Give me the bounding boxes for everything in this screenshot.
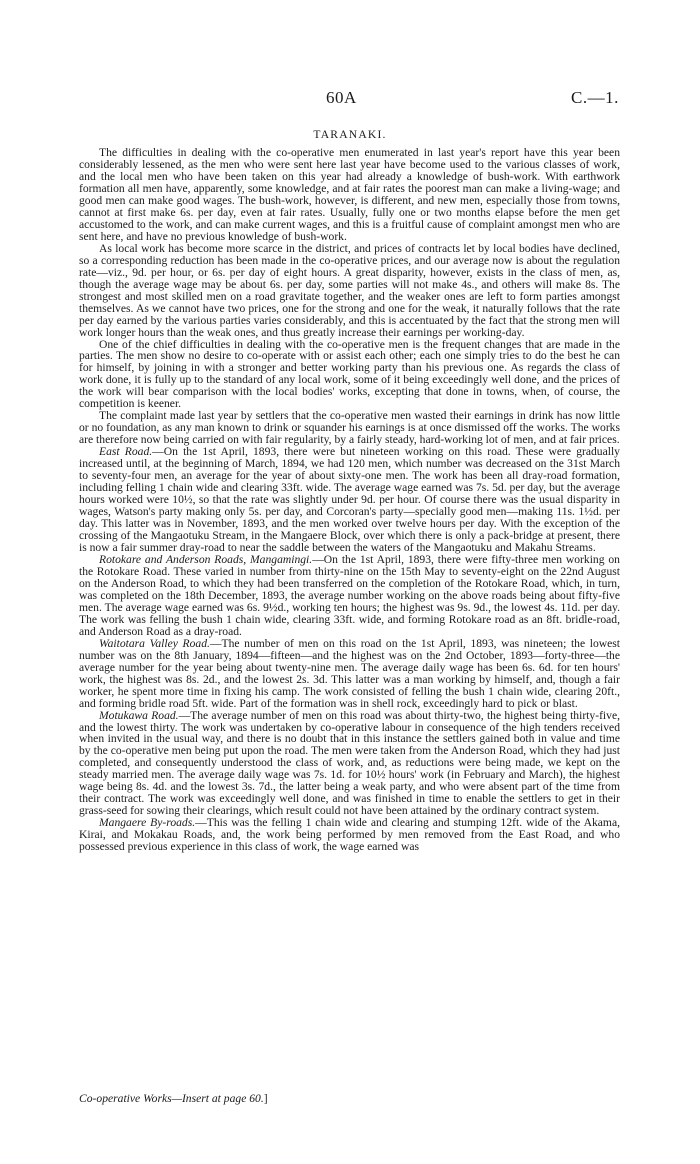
paragraph-heading: Waitotara Valley Road. [99,636,210,650]
paragraph-heading: Mangaere By-roads. [99,816,196,830]
paragraph-motukawa: Motukawa Road.—The average number of men on this road was about thirty-two, the highest being thirty-five, and the lowest thirty. The work was undertaken by co-operative labour in consequence of the high tenders received when invited in the usual way, and there is no doubt that in this instance the settlers gained both in value and time by the co-operative men being put upon the road. The men were taken from the Anderson Road, which they had just completed, and consequently understood the class of work, and, as reductions were being made, we kept on the steady married men. The average daily wage was 7s. 1d. for 10½ hours' work (in February and March), the highest wage being 8s. 4d. and the lowest 3s. 7d., the latter being a weak party, and who were absent part of the time from their contract. The work was exceedingly well done, and was finished in time to enable the settlers to get in their grass-seed for sowing their clearings, which result could not have been attained by the ordinary contract system. [79,708,620,818]
footer-note: Co-operative Works—Insert at page 60.] [79,1092,268,1105]
page-number: 60A [326,88,357,107]
report-body [79,147,620,853]
paragraph-heading: Rotokare and Anderson Roads, Mangamingi. [99,552,313,566]
paragraph-waitotara-valley: Waitotara Valley Road.—The number of men on this road on the 1st April, 1893, was nineteen; the lowest number was on the 8th January, 1894—fifteen—and the highest was on the 2nd October, 1893—forty-three—the average number for the year being about twenty-nine men. The average daily wage has been 6s. 6d. for ten hours' work, the highest was 8s. 2d., and the lowest 2s. 3d. This latter was a man working by himself, and, though a fair worker, he spent more time in fixing his camp. The work consisted of felling the bush 1 chain wide, clearing 20ft., and forming bridle road 5ft. wide. Part of the formation was in shell rock, exceedingly hard to pick or blast. [79,636,621,710]
paragraph: As local work has become more scarce in the district, and prices of contracts let by local bodies have declined, so a corresponding reduction has been made in the co-operative prices, and our average now is about the regulation rate—viz., 9d. per hour, or 6s. per day of eight hours. A great disparity, however, exists in the class of men, as, though the average wage may be about 6s. per day, some parties will not make 4s., and others will make 8s. The strongest and most skilled men on a road gravitate together, and the weaker ones are left to form parties amongst themselves. As we cannot have two prices, one for the strong and one for the weak, it naturally follows that the rate per day earned by the various parties varies considerably, and this is accentuated by the fact that the strong men will work longer hours than the weak ones, and thus greatly increase their earnings per working-day. [79,241,620,339]
paragraph-heading: Motukawa Road. [99,708,179,722]
paragraph: One of the chief difficulties in dealing with the co-operative men is the frequent changes that are made in the parties. The men show no desire to co-operate with or assist each other; each one simply tries to do the best he can for himself, by joining in with a stronger and better working party than his previous one. As regards the class of work done, it is fully up to the standard of any local work, some of it being exceedingly well done, and the prices of the work will bear comparison with the local bodies' works, excepting that done in towns, when, of course, the competition is keener. [79,337,620,411]
paragraph-heading: East Road. [99,445,153,459]
paragraph: The complaint made last year by settlers that the co-operative men wasted their earnings in drink has now little or no foundation, as any man known to drink or squander his earnings is at once dismissed off the works. The works are therefore now being carried on with fair regularity, by a fairly steady, hard-working lot of men, and at fair prices. [79,409,620,447]
document-reference: C.—1. [571,88,619,107]
paragraph: The difficulties in dealing with the co-operative men enumerated in last year's report have this year been considerably lessened, as the men who were sent here last year have become used to the various classes of work, and the local men who have been taken on this year had already a knowledge of bush-work. With earthwork formation all men have, apparently, some knowledge, and at fair rates the poorest man can make a living-wage; and good men can make good wages. The bush-work, however, is different, and new men, especially those from towns, cannot at first make 6s. per day, even at fair rates. Usually, fully one or two months elapse before the men get accustomed to the work, and can make current wages, and this is a fruitful cause of complaint amongst men who are sent here, and have no previous knowledge of bush-work. [79,146,620,243]
paragraph-east-road: East Road.—On the 1st April, 1893, there were but nineteen working on this road. These were gradually increased until, at the beginning of March, 1894, we had 120 men, which number was decreased on the 31st March to seventy-four men, an average for the year of about sixty-one men. The work has been all dray-road formation, including felling 1 chain wide and clearing 33ft. wide. The average wage earned was 7s. 5d. per day, but the average hours worked were 10½, so that the rate was slightly under 9d. per hour. Of course there was the usual disparity in wages, Watson's party making only 5s. per day, and Corcoran's party—specially good men—making 11s. 1½d. per day. This latter was in November, 1893, and the men worked over twelve hours per day. With the exception of the crossing of the Mangaotuku Stream, in the Mangaere Block, over which there is only a pack-bridge at present, there is now a fair summer dray-road to near the saddle between the waters of the Mangaotuku and Makahu Streams. [79,445,620,554]
section-title: TARANAKI. [313,128,387,141]
paragraph-rotokare-anderson: Rotokare and Anderson Roads, Mangamingi.—On the 1st April, 1893, there were fifty-three men working on the Rotokare Road. These varied in number from thirty-nine on the 15th May to seventy-eight on the 22nd August on the Anderson Road, to which they had been transferred on the completion of the Rotokare Road, which, in turn, was completed on the 18th December, 1893, the average number working on the above roads being about fifty-five men. The average wage earned was 6s. 9½d., working ten hours; the highest was 9s. 9d., the lowest 4s. 11d. per day. The work was felling the bush 1 chain wide, clearing 33ft. wide, and forming Rotokare road as an 8ft. bridle-road, and Anderson Road as a dray-road. [79,552,620,638]
paragraph-mangaere: Mangaere By-roads.—This was the felling 1 chain wide and clearing and stumping 12ft. wide of the Akama, Kirai, and Mokakau Roads, and, the work being performed by men removed from the East Road, and who possessed previous experience in this class of work, the wage earned was [79,816,620,854]
